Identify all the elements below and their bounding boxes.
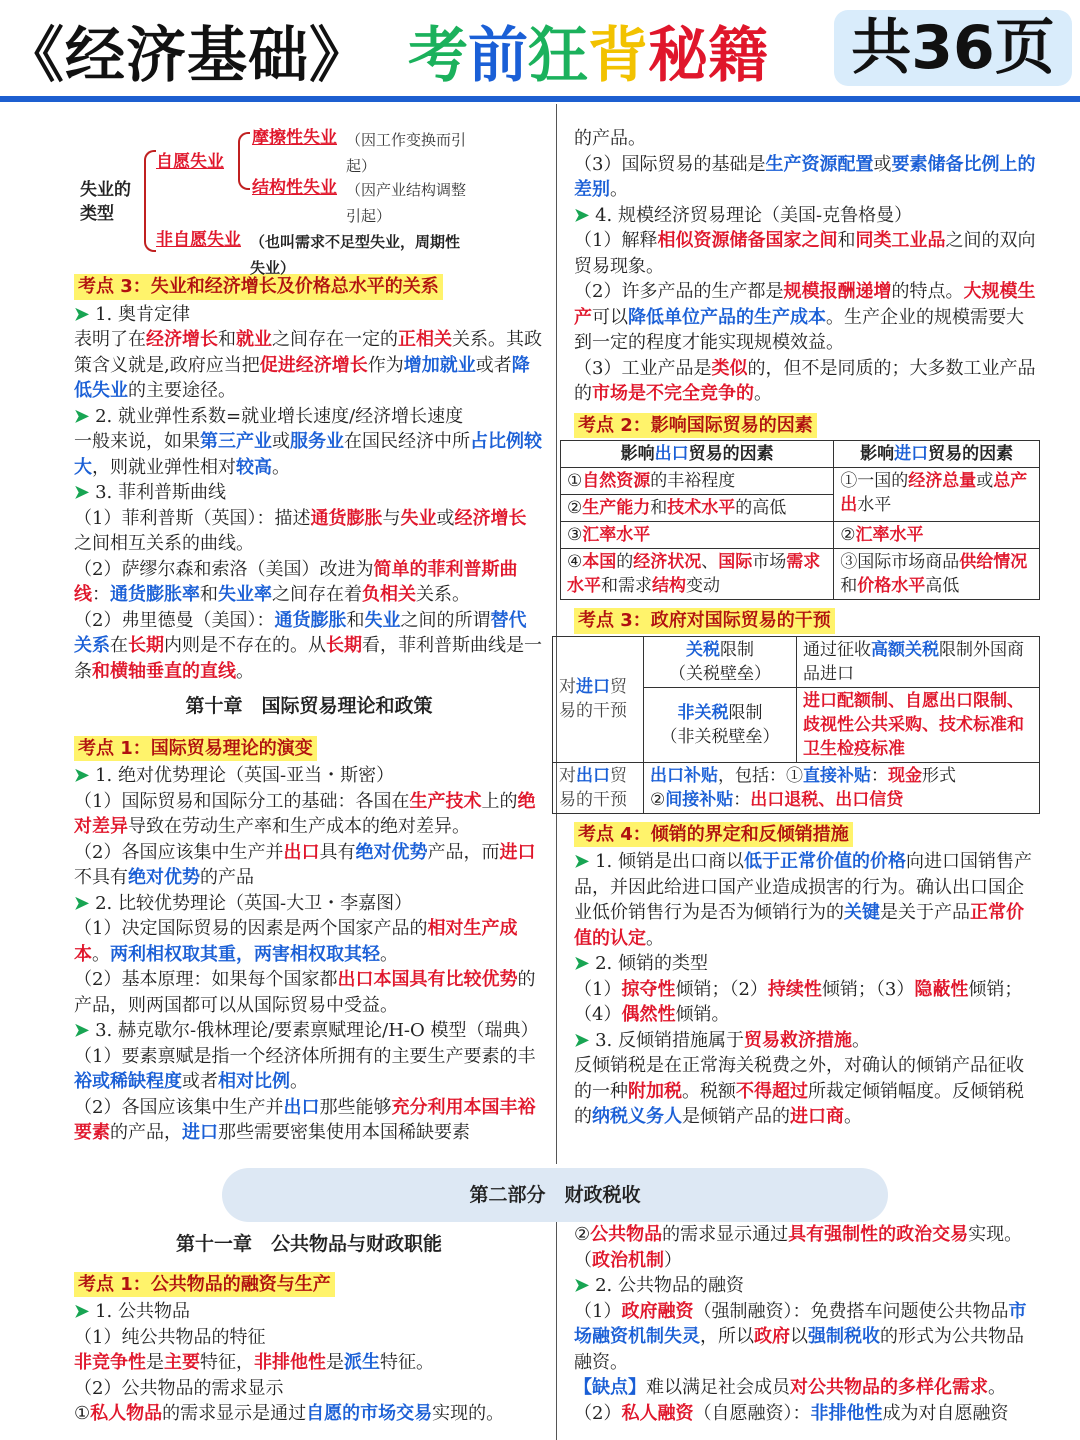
table-row <box>561 549 1040 600</box>
dumping-definition: ➤ 1. 倾销是出口商以低于正常价值的价格向进口国销售产品，并因此给进口国产业造成损害的行为。确认出口国企业低价销售行为是否为倾销行为的关键是关于产品正常价值的认定。 <box>574 851 1032 949</box>
chapter-11-title: 第十一章 公共物品与财政职能 <box>175 1233 442 1255</box>
kaodian-3-unemployment: 考点 3：失业和经济增长及价格总水平的关系 <box>74 274 443 300</box>
trade-basis-3: （3）国际贸易的基础是生产资源配置或要素储备比例上的差别。 <box>574 153 1036 200</box>
scale-economy-2: （2）许多产品的生产都是规模报酬递增的特点。大规模生产可以降低单位产品的生产成本。生产企业的规模需要大到一定的程度才能实现规模效益。 <box>574 281 1036 353</box>
table-row <box>561 468 1040 495</box>
diagram-frictional: 摩擦性失业 <box>252 128 337 148</box>
title-char-kao: 考 <box>408 21 468 91</box>
column-divider <box>556 104 557 1164</box>
import-factor-1: ①一国的经济总量或总产出水平 <box>834 468 1040 522</box>
diagram-voluntary: 自愿失业 <box>156 152 224 172</box>
diagram-brace-main <box>144 150 156 252</box>
diagram-brace-voluntary <box>238 132 250 190</box>
absolute-advantage-1: （1）国际贸易和国际分工的基础：各国在生产技术上的绝对差异导致在劳动生产率和生产成本的绝对差异。 <box>74 790 536 837</box>
title-char-qian: 前 <box>468 21 528 91</box>
tariff-description: 通过征收高额关税限制外国商品进口 <box>797 636 1040 687</box>
title-banner <box>0 0 1080 100</box>
export-factor-4: ④本国的经济状况、国际市场需求水平和需求结构变动 <box>561 549 834 600</box>
page-count-badge: 共36页 <box>834 10 1072 86</box>
okun-heading: ➤ 1. 奥肯定律 <box>74 303 190 325</box>
title-char-bei: 背 <box>588 21 648 91</box>
public-goods-3: （2）公共物品的需求显示 <box>74 1377 284 1399</box>
kaodian-4-dumping: 考点 4：倾销的界定和反倾销措施 <box>574 822 853 848</box>
phillips-text-3: （2）弗里德曼（美国）：通货膨胀和失业之间的所谓替代关系在长期内则是不存在的。从长期看，菲利普斯曲线是一条和横轴垂直的直线。 <box>74 609 542 682</box>
export-factor-2: ②生产能力和技术水平的高低 <box>561 495 834 522</box>
export-intervention-label: 对出口贸易的干预 <box>553 762 644 813</box>
elasticity-text: 一般来说，如果第三产业或服务业在国民经济中所占比例较大，则就业弹性相对较高。 <box>74 431 542 478</box>
scale-economy-3: （3）工业产品是类似的，但不是同质的；大多数工业产品的市场是不完全竞争的。 <box>574 357 1036 404</box>
scale-economy-1: （1）解释相似资源储备国家之间和同类工业品之间的双向贸易现象。 <box>574 230 1036 277</box>
diagram-involuntary-note: （也叫需求不足型失业，周期性失业） <box>250 233 461 277</box>
export-subsidy-description: 出口补贴，包括：①直接补贴：现金形式 ②间接补贴：出口退税、出口信贷 <box>644 762 1040 813</box>
comparative-advantage-2: （2）基本原理：如果每个国家都出口本国具有比较优势的产品，则两国都可以从国际贸易中受益。 <box>74 969 536 1016</box>
public-goods-heading: ➤ 1. 公共物品 <box>74 1301 190 1322</box>
scale-economy-heading: ➤ 4. 规模经济贸易理论（美国-克鲁格曼） <box>574 204 913 226</box>
chapter-10-title: 第十章 国际贸易理论和政策 <box>185 695 433 717</box>
kaodian-2-trade-factors: 考点 2：影响国际贸易的因素 <box>574 413 817 439</box>
financing-1: （1）政府融资（强制融资）：免费搭车问题使公共物品市场融资机制失灵，所以政府以强制税收的形式为公共物品融资。 <box>574 1300 1027 1373</box>
diagram-involuntary: 非自愿失业 <box>156 230 241 250</box>
bottom-right-column <box>574 1222 1040 1426</box>
title-char-mi: 秘 <box>648 21 708 91</box>
public-goods-4: ①私人物品的需求显示是通过自愿的市场交易实现的。 <box>74 1403 505 1424</box>
phillips-text-1: （1）菲利普斯（英国）：描述通货膨胀与失业或经济增长之间相互关系的曲线。 <box>74 507 527 554</box>
table-row <box>561 522 1040 549</box>
dumping-types-heading: ➤ 2. 倾销的类型 <box>574 953 708 974</box>
public-goods-demand-2: ②公共物品的需求显示通过具有强制性的政治交易实现。（政治机制） <box>574 1224 1023 1271</box>
public-goods-1: （1）纯公共物品的特征 <box>74 1326 266 1348</box>
left-column <box>74 120 544 1146</box>
ho-text-1: （1）要素禀赋是指一个经济体所拥有的主要生产要素的丰裕或稀缺程度或者相对比例。 <box>74 1045 536 1092</box>
title-subject: 《经济基础》 <box>4 21 370 91</box>
dumping-types: （1）掠夺性倾销；（2）持续性倾销；（3）隐蔽性倾销；（4）偶然性倾销。 <box>574 978 1023 1025</box>
anti-dumping-text: 反倾销税是在正常海关税费之外，对确认的倾销产品征收的一种附加税。税额不得超过所裁定倾销幅度。反倾销税的纳税义务人是倾销产品的进口商。 <box>574 1055 1024 1127</box>
part-2-heading: 第二部分 财政税收 <box>222 1168 888 1222</box>
kaodian-3-intervention: 考点 3：政府对国际贸易的干预 <box>574 608 835 634</box>
absolute-advantage-heading: ➤ 1. 绝对优势理论（英国-亚当・斯密） <box>74 765 395 786</box>
diagram-frictional-note: （因工作变换而引起） <box>346 131 467 175</box>
header-import-factors: 影响进口贸易的因素 <box>834 441 1040 468</box>
financing-drawback: 【缺点】难以满足社会成员对公共物品的多样化需求。 <box>574 1377 1006 1398</box>
header-export-factors: 影响出口贸易的因素 <box>561 441 834 468</box>
table-row <box>553 762 1040 813</box>
bottom-left-column <box>74 1232 544 1427</box>
diagram-structural-note: （因产业结构调整引起） <box>346 181 467 225</box>
import-factor-2: ②汇率水平 <box>834 522 1040 549</box>
import-factor-3: ③国际市场商品供给情况和价格水平高低 <box>834 549 1040 600</box>
table-row <box>553 636 1040 687</box>
financing-2: （2）私人融资（自愿融资）：非排他性成为对自愿融资 <box>574 1402 1009 1424</box>
column-divider-bottom <box>556 1222 557 1440</box>
title-slogan <box>408 8 768 94</box>
absolute-advantage-2: （2）各国应该集中生产并出口具有绝对优势产品，而进口不具有绝对优势的产品 <box>74 841 536 888</box>
tariff-cell: 关税限制 （关税壁垒） <box>644 636 797 687</box>
import-intervention-label: 对进口贸易的干预 <box>553 636 644 762</box>
title-char-ji: 籍 <box>708 21 768 91</box>
ho-heading: ➤ 3. 赫克歇尔-俄林理论/要素禀赋理论/H-O 模型（瑞典） <box>74 1020 539 1041</box>
title-underline <box>0 96 1080 102</box>
kaodian-1-public-goods: 考点 1：公共物品的融资与生产 <box>74 1272 335 1298</box>
diagram-structural: 结构性失业 <box>252 178 337 198</box>
elasticity-heading: ➤ 2. 就业弹性系数=就业增长速度/经济增长速度 <box>74 405 464 427</box>
trade-factors-table <box>560 440 1040 600</box>
diagram-root: 失业的类型 <box>80 180 131 224</box>
comparative-advantage-1: （1）决定国际贸易的因素是两个国家产品的相对生产成本。两利相权取其重，两害相权取其轻。 <box>74 918 518 965</box>
anti-dumping-heading: ➤ 3. 反倾销措施属于贸易救济措施。 <box>574 1029 870 1051</box>
non-tariff-cell: 非关税限制 （非关税壁垒） <box>644 687 797 762</box>
export-factor-1: ①自然资源的丰裕程度 <box>561 468 834 495</box>
export-factor-3: ③汇率水平 <box>561 522 834 549</box>
comparative-advantage-heading: ➤ 2. 比较优势理论（英国-大卫・李嘉图） <box>74 892 413 914</box>
phillips-heading: ➤ 3. 菲利普斯曲线 <box>74 482 226 503</box>
table-header-row <box>561 441 1040 468</box>
unemployment-type-diagram <box>0 120 470 277</box>
public-goods-2: 非竞争性是主要特征，非排他性是派生特征。 <box>74 1352 434 1373</box>
phillips-text-2: （2）萨缪尔森和索洛（美国）改进为简单的菲利普斯曲线：通货膨胀率和失业率之间存在着负相关关系。 <box>74 558 518 605</box>
continued-text: 的产品。 <box>574 128 646 149</box>
okun-text: 表明了在经济增长和就业之间存在一定的正相关关系。其政策含义就是,政府应当把促进经济增长作为增加就业或者降低失业的主要途径。 <box>74 329 542 401</box>
right-column <box>559 126 1040 1130</box>
ho-text-2: （2）各国应该集中生产并出口那些能够充分利用本国丰裕要素的产品，进口那些需要密集使用本国稀缺要素 <box>74 1096 536 1143</box>
title-char-kuang: 狂 <box>528 21 588 91</box>
financing-heading: ➤ 2. 公共物品的融资 <box>574 1275 744 1296</box>
kaodian-1-trade-theory: 考点 1：国际贸易理论的演变 <box>74 736 317 762</box>
non-tariff-description: 进口配额制、自愿出口限制、歧视性公共采购、技术标准和卫生检疫标准 <box>797 687 1040 762</box>
intervention-table <box>552 636 1040 814</box>
